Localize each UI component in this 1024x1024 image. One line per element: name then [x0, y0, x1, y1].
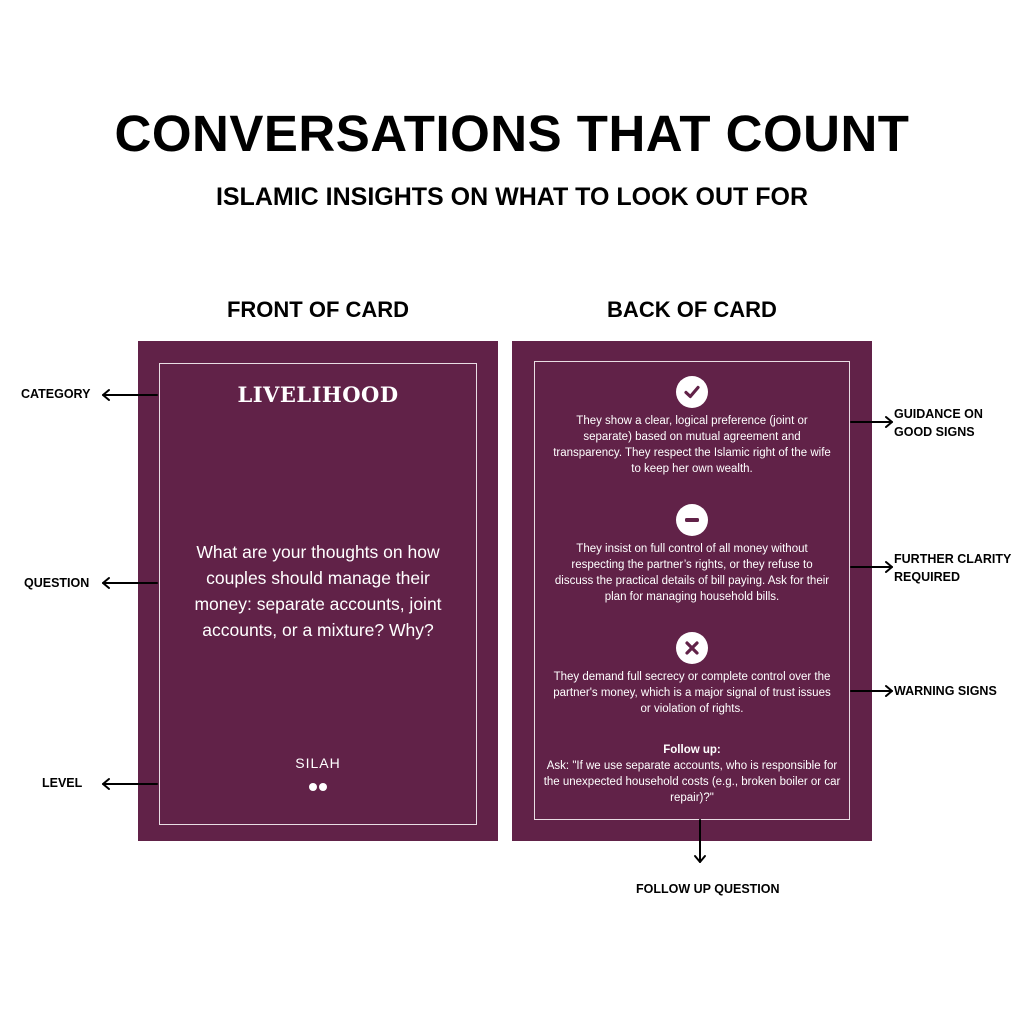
- level-name: SILAH: [295, 755, 341, 771]
- question-text: What are your thoughts on how couples should manage their money: separate accounts, joint accounts, or a mixture? Why?: [194, 542, 442, 640]
- follow-up-title: Follow up:: [663, 744, 721, 756]
- arrow-level: [103, 779, 157, 789]
- label-question: QUESTION: [24, 576, 90, 590]
- clarity-text: They insist on full control of all money without respecting the partner’s rights, or they refuse to discuss the practical details of bill paying. Ask for their plan for managing household bills.: [554, 543, 830, 603]
- label-follow-up: FOLLOW UP QUESTION: [636, 882, 780, 896]
- arrow-follow-up: [695, 820, 705, 862]
- arrow-clarity: [851, 562, 892, 572]
- label-good-signs: GUIDANCE ON GOOD SIGNS: [894, 407, 983, 439]
- page-title: CONVERSATIONS THAT COUNT: [114, 105, 910, 162]
- back-heading: BACK OF CARD: [607, 297, 777, 322]
- arrow-good-signs: [851, 417, 892, 427]
- follow-up-text: Ask: "If we use separate accounts, who is responsible for the unexpected household costs (e.g., broken boiler or car repair)?": [543, 760, 841, 804]
- label-category: CATEGORY: [21, 387, 91, 401]
- category-title: LIVELIHOOD: [237, 382, 399, 407]
- arrow-category: [103, 390, 157, 400]
- label-warning: WARNING SIGNS: [894, 684, 997, 698]
- warning-text: They demand full secrecy or complete control over the partner's money, which is a major signal of trust issues or violation of rights.: [553, 671, 831, 715]
- label-level: LEVEL: [42, 776, 83, 790]
- arrow-question: [103, 578, 157, 588]
- label-clarity: FURTHER CLARITY REQUIRED: [894, 552, 1012, 584]
- arrow-warning: [851, 686, 892, 696]
- page-subtitle: ISLAMIC INSIGHTS ON WHAT TO LOOK OUT FOR: [215, 183, 809, 211]
- good-signs-text: They show a clear, logical preference (joint or separate) based on mutual agreement and transparency. They respect the Islamic right of the wife to keep her own wealth.: [553, 415, 831, 475]
- front-heading: FRONT OF CARD: [226, 297, 410, 322]
